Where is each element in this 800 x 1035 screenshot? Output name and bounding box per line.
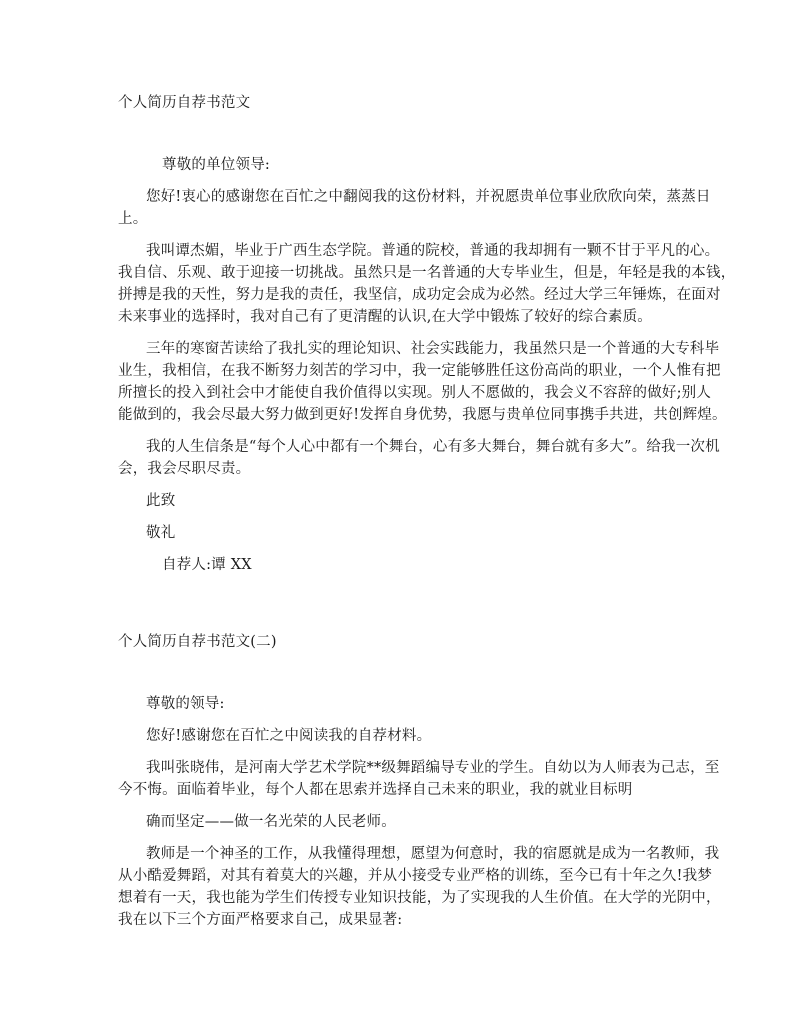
section-title: 个人简历自荐书范文 (118, 95, 251, 111)
paragraph-line: 我叫张晓伟，是河南大学艺术学院**级舞蹈编导专业的学生。自幼以为人师表为己志，至 (146, 760, 720, 776)
section-title: 个人简历自荐书范文(二) (118, 634, 277, 650)
closing-line: 敬礼 (146, 525, 176, 541)
closing-line: 此致 (146, 493, 176, 509)
paragraph-line: 拼搏是我的天性，努力是我的责任，我坚信，成功定会成为必然。经过大学三年锤炼，在面对 (118, 287, 721, 303)
paragraph-line: 能做到的，我会尽最大努力做到更好!发挥自身优势，我愿与贵单位同事携手共进，共创辉煌。 (118, 407, 727, 423)
paragraph-line: 三年的寒窗苦读给了我扎实的理论知识、社会实践能力，我虽然只是一个普通的大专科毕 (146, 341, 720, 357)
paragraph-line: 您好!衷心的感谢您在百忙之中翻阅我的这份材料，并祝愿贵单位事业欣欣向荣，蒸蒸日 (146, 189, 711, 205)
paragraph-line: 您好!感谢您在百忙之中阅读我的自荐材料。 (146, 728, 432, 744)
paragraph-line: 确而坚定——做一名光荣的人民老师。 (146, 814, 396, 830)
paragraph-line: 未来事业的选择时，我对自己有了更清醒的认识,在大学中锻炼了较好的综合素质。 (118, 309, 653, 325)
paragraph-line: 今不悔。面临着毕业，每个人都在思索并选择自己未来的职业，我的就业目标明 (118, 782, 633, 798)
paragraph-line: 我叫谭杰媚，毕业于广西生态学院。普通的院校，普通的我却拥有一颗不甘于平凡的心。 (146, 243, 720, 259)
paragraph-line: 想着有一天，我也能为学生们传授专业知识技能，为了实现我的人生价值。在大学的光阴中， (118, 890, 721, 906)
paragraph-line: 我自信、乐观、敢于迎接一切挑战。虽然只是一名普通的大专毕业生，但是，年轻是我的本钱， (118, 265, 736, 281)
paragraph-line: 会，我会尽职尽责。 (118, 461, 251, 477)
paragraph-line: 我的人生信条是“每个人心中都有一个舞台，心有多大舞台，舞台就有多大”。给我一次机 (146, 439, 720, 455)
paragraph-line: 上。 (118, 211, 148, 227)
paragraph-line: 教师是一个神圣的工作，从我懂得理想，愿望为何意时，我的宿愿就是成为一名教师，我 (146, 846, 720, 862)
salutation: 尊敬的单位领导: (162, 157, 270, 173)
paragraph-line: 从小酷爱舞蹈，对其有着莫大的兴趣，并从小接受专业严格的训练，至今已有十年之久!我梦 (118, 868, 713, 884)
signature: 自荐人:谭 XX (162, 557, 252, 573)
paragraph-line: 业生，我相信，在我不断努力刻苦的学习中，我一定能够胜任这份高尚的职业，一个人惟有把 (118, 363, 721, 379)
paragraph-line: 所擅长的投入到社会中才能使自我价值得以实现。别人不愿做的，我会义不容辞的做好;别人 (118, 385, 712, 401)
salutation: 尊敬的领导: (146, 696, 225, 712)
paragraph-line: 我在以下三个方面严格要求自己，成果显著: (118, 912, 403, 928)
